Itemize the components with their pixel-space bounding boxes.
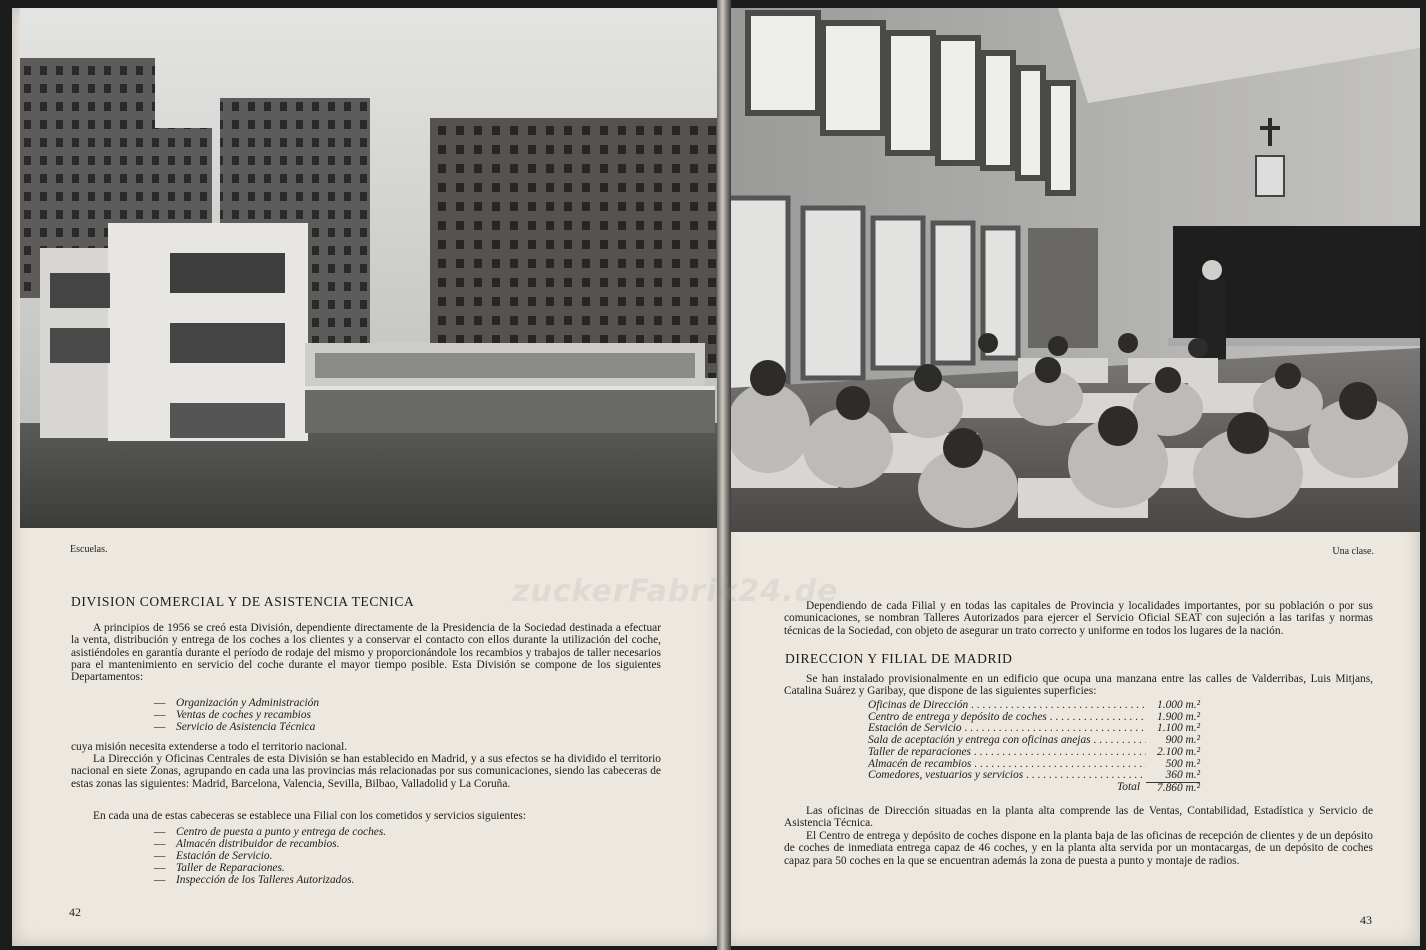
surface-label: Oficinas de Dirección . . . xyxy=(868,700,1146,712)
surface-value: 500 m.² xyxy=(1165,757,1200,770)
surface-value: 1.000 m.² xyxy=(1157,699,1200,711)
section-heading: DIRECCION Y FILIAL DE MADRID xyxy=(785,651,1013,666)
classroom-photo xyxy=(728,8,1420,532)
schools-photo xyxy=(20,8,718,528)
total-value: 7.860 m.² xyxy=(1146,782,1200,795)
surface-label: Taller de reparaciones . . . xyxy=(868,747,1146,759)
book-gutter xyxy=(717,0,731,950)
surface-label: Comedores, vestuarios y servicios . . . xyxy=(868,770,1146,782)
list-item: — Estación de Servicio. xyxy=(154,851,386,863)
surface-value: 360 m.² xyxy=(1165,769,1200,782)
right-page xyxy=(722,8,1420,946)
table-row xyxy=(868,735,1200,747)
authorized-workshops-paragraph: Dependiendo de cada Filial y en todas las capitales de Provincia y localidades importantes, por su población o por sus comunicaciones, se nombran Talleres Autorizados para ejercer el Servicio Oficial SEAT con sujeción a las tarifas y normas técnicas de la Sociedad, con objeto de asegurar un trato correcto y uniforme en todos los lugares de la nación. xyxy=(784,600,1373,637)
surface-label: Centro de entrega y depósito de coches . . . xyxy=(868,712,1146,724)
surface-label: Sala de aceptación y entrega con oficinas anejas . . . xyxy=(868,735,1146,747)
departments-list xyxy=(154,698,319,734)
classroom-illustration xyxy=(728,8,1420,532)
mission-paragraph: cuya misión necesita extenderse a todo el territorio nacional. xyxy=(71,741,348,753)
building-paragraph: Se han instalado provisionalmente en un edificio que ocupa una manzana entre las calles de Valderribas, Luis Mitjans, Catalina Suárez y Garibay, que dispone de las siguientes superficies: xyxy=(784,673,1373,698)
services-list xyxy=(154,827,386,887)
section-heading: DIVISION COMERCIAL Y DE ASISTENCIA TECNICA xyxy=(71,594,415,609)
delivery-center-paragraph: El Centro de entrega y depósito de coches dispone en la planta baja de las oficinas de recepción de clientes y de un depósito de coches de inmediata entrega capaz de 46 coches, y en la planta alta servida por un montacargas, de un depósito de coches capaz para 50 coches en la que se encuentran además la zona de puesta a punto y montaje de radios. xyxy=(784,830,1373,867)
total-label: Total xyxy=(1116,780,1140,793)
intro-paragraph: A principios de 1956 se creó esta División, dependiente directamente de la Presidencia de la Sociedad destinada a efectuar la venta, distribución y entrega de los coches a los clientes y a conservar el contacto con ellos durante la utilización del coche, asistiéndoles en garantía durante el período de rodaje del mismo y proporcionándole los recambios y trabajos de taller necesarios para el mantenimiento en servicio del coche durante el mayor tiempo posible. Esta División se compone de los siguientes Departamentos: xyxy=(71,622,661,684)
list-item: — Inspección de los Talleres Autorizados. xyxy=(154,875,386,887)
list-item: — Centro de puesta a punto y entrega de coches. xyxy=(154,827,386,839)
surface-label: Almacén de recambios . . . xyxy=(868,759,1146,771)
table-row xyxy=(868,770,1200,782)
page-number: 43 xyxy=(1360,913,1372,927)
photo-caption: Escuelas. xyxy=(70,544,108,555)
surface-value: 1.100 m.² xyxy=(1157,722,1200,735)
surface-label: Estación de Servicio . . . xyxy=(868,723,1146,735)
offices-paragraph: Las oficinas de Dirección situadas en la planta alta comprende las de Ventas, Contabilidad, Estadística y Servicio de Asistencia Técnica. xyxy=(784,805,1373,830)
table-row xyxy=(868,747,1200,759)
surface-value: 1.900 m.² xyxy=(1157,710,1200,723)
table-row xyxy=(868,700,1200,712)
list-item: — Almacén distribuidor de recambios. xyxy=(154,839,386,851)
filial-paragraph: En cada una de estas cabeceras se establece una Filial con los cometidos y servicios siguientes: xyxy=(93,810,527,822)
table-row xyxy=(868,759,1200,771)
list-item: — Servicio de Asistencia Técnica xyxy=(154,722,319,734)
total-row xyxy=(868,782,1200,795)
watermark: zuckerFabrik24.de xyxy=(512,574,839,609)
list-item: — Ventas de coches y recambios xyxy=(154,710,319,722)
table-row xyxy=(868,723,1200,735)
surface-value: 900 m.² xyxy=(1165,734,1200,747)
surface-value: 2.100 m.² xyxy=(1157,745,1200,758)
list-item: — Taller de Reparaciones. xyxy=(154,863,386,875)
list-item: — Organización y Administración xyxy=(154,698,319,710)
surfaces-table xyxy=(868,700,1200,795)
photo-caption: Una clase. xyxy=(1332,546,1374,557)
page-number: 42 xyxy=(69,905,81,919)
zones-paragraph: La Dirección y Oficinas Centrales de esta División se han establecido en Madrid, y a sus efectos se ha dividido el territorio nacional en siete Zonas, agrupando en cada una las provincias más relacionadas por sus comunicaciones, siendo las cabeceras de estas zonas las siguientes: Madrid, Barcelona, Valencia, Sevilla, Bilbao, Valladolid y La Coruña. xyxy=(71,753,661,790)
left-page xyxy=(12,8,720,946)
table-row xyxy=(868,712,1200,724)
schools-building-illustration xyxy=(20,8,718,528)
